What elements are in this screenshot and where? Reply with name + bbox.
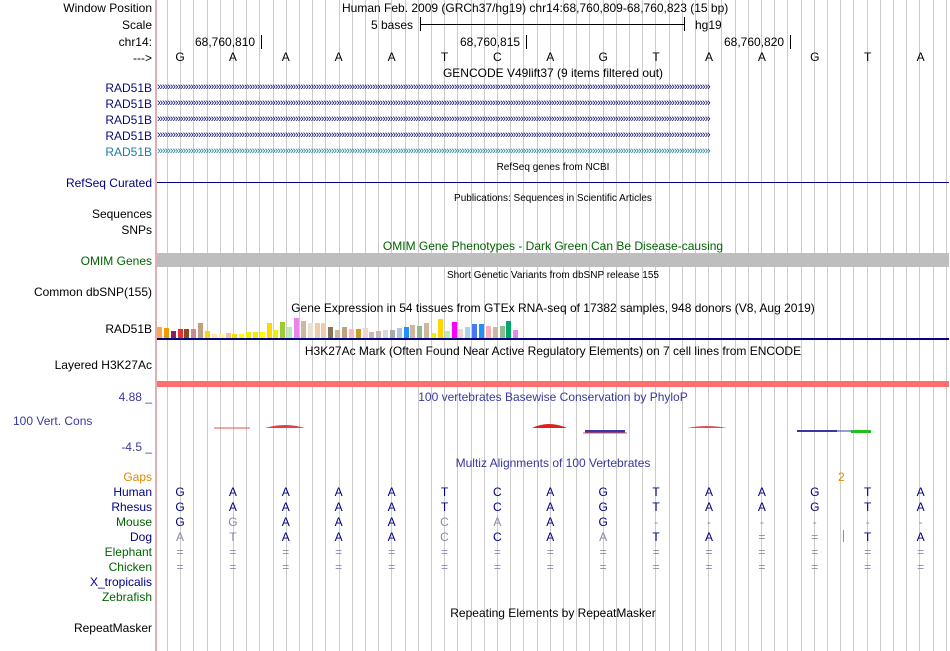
multiz-species-label[interactable]: Rhesus [111, 500, 152, 514]
multiz-base: = [917, 560, 925, 574]
reference-base: C [493, 50, 502, 64]
multiz-base: = [335, 560, 343, 574]
scale-bar [420, 17, 685, 31]
gencode-transcript[interactable]: »»»»»»»»»»»»»»»»»»»»»»»»»»»»»»»»»»»»»»»»»»»»»»»»»»»»»»»»»»»»»»»»»»»»»»»»»»»»»»»»»»»»»»»»»»»»»»»»»»»»»»»»»»»» [157, 98, 710, 109]
multiz-base: = [917, 545, 925, 559]
multiz-base: = [282, 560, 290, 574]
gencode-item-label[interactable]: RAD51B [105, 97, 152, 111]
gencode-item-label[interactable]: RAD51B [105, 113, 152, 127]
multiz-base: A [387, 500, 396, 514]
multiz-base: = [705, 545, 713, 559]
reference-base: A [546, 50, 555, 64]
multiz-base: A [228, 500, 237, 514]
multiz-base: A [334, 485, 343, 499]
gtex-expression-bars[interactable] [157, 317, 949, 338]
gtex-tissue-bar[interactable] [424, 323, 429, 338]
multiz-base: = [388, 545, 396, 559]
gtex-tissue-bar[interactable] [417, 326, 422, 338]
gencode-transcript[interactable]: »»»»»»»»»»»»»»»»»»»»»»»»»»»»»»»»»»»»»»»»»»»»»»»»»»»»»»»»»»»»»»»»»»»»»»»»»»»»»»»»»»»»»»»»»»»»»»»»»»»»»»»»»»»» [157, 114, 710, 125]
multiz-base: = [652, 545, 660, 559]
multiz-base: A [228, 485, 237, 499]
multiz-base: = [811, 530, 819, 544]
gtex-tissue-bar[interactable] [452, 322, 457, 338]
multiz-base: = [758, 530, 766, 544]
multiz-base: = [335, 545, 343, 559]
gtex-tissue-bar[interactable] [445, 331, 450, 338]
multiz-base: C [493, 530, 502, 544]
gtex-tissue-bar[interactable] [500, 326, 505, 338]
phylop-max-label: 4.88 _ [118, 390, 152, 404]
gaps-value: 2 [838, 470, 845, 484]
multiz-base: = [546, 560, 554, 574]
gtex-tissue-bar[interactable] [178, 329, 183, 338]
multiz-base: A [387, 530, 396, 544]
reference-base: A [334, 50, 343, 64]
multiz-base: A [334, 515, 343, 529]
h3k27ac-signal[interactable] [157, 381, 949, 387]
multiz-base: G [228, 515, 238, 529]
multiz-species-label[interactable]: Mouse [115, 515, 152, 529]
multiz-base: T [864, 485, 872, 499]
gtex-tissue-bar[interactable] [410, 325, 415, 338]
multiz-base: = [864, 545, 872, 559]
publications-track-title[interactable]: Publications: Sequences in Scientific Articles [454, 193, 652, 204]
window-position-text: Human Feb. 2009 (GRCh37/hg19) chr14:68,760,809-68,760,823 (15 bp) [342, 1, 729, 15]
multiz-base: - [918, 515, 923, 529]
position-tick [261, 35, 262, 49]
window-position-label: Window Position [63, 1, 152, 15]
gtex-tissue-bar[interactable] [397, 328, 402, 338]
multiz-base: G [598, 485, 608, 499]
gtex-tissue-bar[interactable] [404, 327, 409, 338]
position-tick [526, 35, 527, 49]
multiz-species-label[interactable]: Human [113, 485, 152, 499]
multiz-base: A [281, 530, 290, 544]
multiz-base: G [175, 515, 185, 529]
reference-base: T [652, 50, 660, 64]
multiz-base: T [864, 530, 872, 544]
multiz-base: = [599, 545, 607, 559]
strand-label: ---> [133, 51, 152, 65]
gtex-tissue-bar[interactable] [267, 323, 272, 338]
gtex-tissue-bar[interactable] [356, 329, 361, 338]
scale-assembly: hg19 [695, 18, 722, 32]
gtex-tissue-bar[interactable] [438, 319, 443, 338]
multiz-base: C [440, 515, 449, 529]
gtex-tissue-bar[interactable] [191, 329, 196, 338]
multiz-base: = [758, 545, 766, 559]
multiz-base: T [652, 485, 660, 499]
gtex-tissue-bar[interactable] [184, 329, 189, 338]
gencode-item-label[interactable]: RAD51B [105, 129, 152, 143]
multiz-species-label[interactable]: Elephant [104, 545, 152, 559]
publications-snps-label[interactable]: SNPs [121, 223, 152, 237]
gencode-item-label[interactable]: RAD51B [105, 81, 152, 95]
h3k27ac-label[interactable]: Layered H3K27Ac [54, 358, 152, 372]
gtex-tissue-bar[interactable] [280, 322, 285, 338]
gtex-tissue-bar[interactable] [390, 330, 395, 338]
position-tick-label: 68,760,820 [724, 35, 785, 49]
reference-base: A [281, 50, 290, 64]
multiz-base: T [652, 500, 660, 514]
gtex-tissue-bar[interactable] [383, 330, 388, 338]
refseq-gene-line[interactable] [157, 182, 949, 183]
reference-base: T [440, 50, 449, 64]
repeatmasker-track-title[interactable]: Repeating Elements by RepeatMasker [450, 606, 656, 620]
refseq-label[interactable]: RefSeq Curated [65, 176, 152, 190]
gtex-tissue-bar[interactable] [335, 330, 340, 338]
multiz-base: = [493, 560, 501, 574]
gaps-label[interactable]: Gaps [123, 470, 152, 484]
gtex-tissue-bar[interactable] [273, 330, 278, 338]
gtex-tissue-bar[interactable] [287, 327, 292, 338]
multiz-base: - [707, 515, 711, 529]
position-tick [790, 35, 791, 49]
chrom-label: chr14: [118, 35, 152, 49]
refseq-track-title[interactable]: RefSeq genes from NCBI [496, 162, 610, 173]
multiz-base: A [916, 485, 925, 499]
gtex-tissue-bar[interactable] [171, 331, 176, 338]
multiz-base: = [758, 560, 766, 574]
gencode-transcript[interactable]: »»»»»»»»»»»»»»»»»»»»»»»»»»»»»»»»»»»»»»»»»»»»»»»»»»»»»»»»»»»»»»»»»»»»»»»»»»»»»»»»»»»»»»»»»»»»»»»»»»»»»»»»»»»» [157, 82, 710, 93]
multiz-base: = [176, 560, 184, 574]
multiz-base: = [229, 560, 237, 574]
multiz-species-label[interactable]: Dog [129, 530, 152, 544]
multiz-base: = [811, 545, 819, 559]
reference-base: A [916, 50, 925, 64]
reference-base: T [864, 50, 872, 64]
multiz-base: A [546, 485, 555, 499]
phylop-signal[interactable] [157, 420, 949, 438]
gencode-transcript[interactable]: »»»»»»»»»»»»»»»»»»»»»»»»»»»»»»»»»»»»»»»»»»»»»»»»»»»»»»»»»»»»»»»»»»»»»»»»»»»»»»»»»»»»»»»»»»»»»»»»»»»»»»»»»»»» [157, 130, 710, 141]
gtex-gene-line [157, 338, 949, 340]
multiz-base: G [598, 500, 608, 514]
multiz-base: T [440, 500, 449, 514]
multiz-base: T [864, 500, 872, 514]
multiz-base: A [281, 500, 290, 514]
multiz-base: A [493, 515, 502, 529]
multiz-base: A [387, 485, 396, 499]
multiz-base: T [652, 530, 660, 544]
gtex-tissue-bar[interactable] [472, 324, 477, 338]
multiz-base: - [812, 515, 817, 529]
gtex-tissue-bar[interactable] [506, 321, 511, 338]
gencode-item-label[interactable]: RAD51B [105, 145, 152, 159]
omim-gene-bar[interactable] [157, 253, 949, 267]
gtex-tissue-bar[interactable] [349, 329, 354, 338]
multiz-track-title[interactable]: Multiz Alignments of 100 Vertebrates [455, 456, 651, 470]
multiz-base: T [440, 485, 449, 499]
reference-base: G [810, 50, 820, 64]
multiz-base: = [440, 545, 448, 559]
gencode-transcript[interactable]: »»»»»»»»»»»»»»»»»»»»»»»»»»»»»»»»»»»»»»»»»»»»»»»»»»»»»»»»»»»»»»»»»»»»»»»»»»»»»»»»»»»»»»»»»»»»»»»»»»»»»»»»»»»» [157, 146, 710, 157]
multiz-base: = [493, 545, 501, 559]
multiz-base: G [810, 485, 820, 499]
multiz-base: C [493, 500, 502, 514]
gap-marker [843, 530, 844, 542]
multiz-base: A [546, 530, 555, 544]
position-tick-label: 68,760,810 [195, 35, 256, 49]
multiz-base: = [546, 545, 554, 559]
multiz-base: A [704, 500, 713, 514]
gtex-track-title[interactable]: Gene Expression in 54 tissues from GTEx RNA-seq of 17382 samples, 948 donors (V8, Aug 2019) [291, 301, 815, 315]
multiz-base: A [546, 515, 555, 529]
omim-track-title[interactable]: OMIM Gene Phenotypes - Dark Green Can Be Disease-causing [382, 239, 724, 253]
multiz-base: = [176, 545, 184, 559]
reference-base: A [757, 50, 766, 64]
gtex-tissue-bar[interactable] [164, 328, 169, 338]
gtex-tissue-bar[interactable] [376, 331, 381, 338]
multiz-base: - [759, 515, 764, 529]
multiz-base: = [229, 545, 237, 559]
omim-label[interactable]: OMIM Genes [80, 254, 152, 268]
reference-base: A [387, 50, 396, 64]
multiz-base: C [440, 530, 449, 544]
multiz-species-label[interactable]: Zebrafish [101, 590, 152, 604]
multiz-base: A [916, 530, 925, 544]
multiz-base: A [175, 530, 184, 544]
multiz-base: C [493, 485, 502, 499]
multiz-base: A [757, 500, 766, 514]
repeatmasker-label[interactable]: RepeatMasker [73, 621, 152, 635]
gtex-tissue-bar[interactable] [328, 327, 333, 338]
gtex-tissue-bar[interactable] [198, 323, 203, 338]
multiz-base: = [282, 545, 290, 559]
dbsnp-label[interactable]: Common dbSNP(155) [33, 285, 152, 299]
gtex-tissue-bar[interactable] [363, 328, 368, 338]
publications-sequences-label[interactable]: Sequences [91, 207, 152, 221]
gtex-tissue-bar[interactable] [301, 321, 306, 338]
gtex-tissue-bar[interactable] [308, 323, 313, 338]
phylop-min-label: -4.5 _ [121, 440, 152, 454]
multiz-base: A [599, 530, 608, 544]
h3k27ac-track-title[interactable]: H3K27Ac Mark (Often Found Near Active Regulatory Elements) on 7 cell lines from ENCODE [304, 344, 802, 358]
phylop-track-title[interactable]: 100 vertebrates Basewise Conservation by PhyloP [418, 390, 688, 404]
multiz-base: = [388, 560, 396, 574]
dbsnp-track-title[interactable]: Short Genetic Variants from dbSNP release 155 [447, 270, 659, 281]
gtex-label[interactable]: RAD51B [105, 322, 152, 336]
multiz-species-label[interactable]: X_tropicalis [89, 575, 152, 589]
multiz-base: A [387, 515, 396, 529]
multiz-base: A [546, 500, 555, 514]
multiz-base: - [865, 515, 870, 529]
gtex-tissue-bar[interactable] [342, 327, 347, 338]
gtex-tissue-bar[interactable] [321, 323, 326, 338]
multiz-base: A [757, 485, 766, 499]
reference-base: A [704, 50, 713, 64]
multiz-base: A [334, 530, 343, 544]
multiz-base: G [175, 500, 185, 514]
gtex-tissue-bar[interactable] [315, 323, 320, 338]
gencode-track-title[interactable]: GENCODE V49lift37 (9 items filtered out) [442, 66, 664, 80]
gtex-tissue-bar[interactable] [294, 318, 299, 338]
multiz-base: = [652, 560, 660, 574]
multiz-base: = [440, 560, 448, 574]
multiz-base: G [810, 500, 820, 514]
gtex-tissue-bar[interactable] [157, 327, 162, 338]
multiz-base: A [281, 515, 290, 529]
gtex-tissue-bar[interactable] [479, 324, 484, 338]
multiz-species-label[interactable]: Chicken [108, 560, 152, 574]
multiz-base: = [864, 560, 872, 574]
gtex-tissue-bar[interactable] [465, 327, 470, 338]
scale-label: Scale [121, 18, 152, 32]
multiz-base: A [704, 485, 713, 499]
scale-text: 5 bases [371, 18, 414, 32]
reference-base: A [228, 50, 237, 64]
reference-base: G [598, 50, 608, 64]
gtex-tissue-bar[interactable] [205, 331, 210, 338]
multiz-base: G [598, 515, 608, 529]
reference-base: G [175, 50, 185, 64]
gtex-tissue-bar[interactable] [458, 329, 463, 338]
multiz-base: A [704, 530, 713, 544]
multiz-base: - [654, 515, 659, 529]
multiz-base: A [334, 500, 343, 514]
multiz-base: = [811, 560, 819, 574]
multiz-base: = [599, 560, 607, 574]
multiz-base: = [705, 560, 713, 574]
position-tick-label: 68,760,815 [460, 35, 521, 49]
phylop-label[interactable]: 100 Vert. Cons [13, 414, 93, 428]
gtex-tissue-bar[interactable] [486, 326, 491, 338]
multiz-base: G [175, 485, 185, 499]
gtex-tissue-bar[interactable] [513, 330, 518, 338]
multiz-base: T [229, 530, 237, 544]
multiz-base: A [916, 500, 925, 514]
multiz-base: A [281, 485, 290, 499]
gtex-tissue-bar[interactable] [493, 327, 498, 338]
